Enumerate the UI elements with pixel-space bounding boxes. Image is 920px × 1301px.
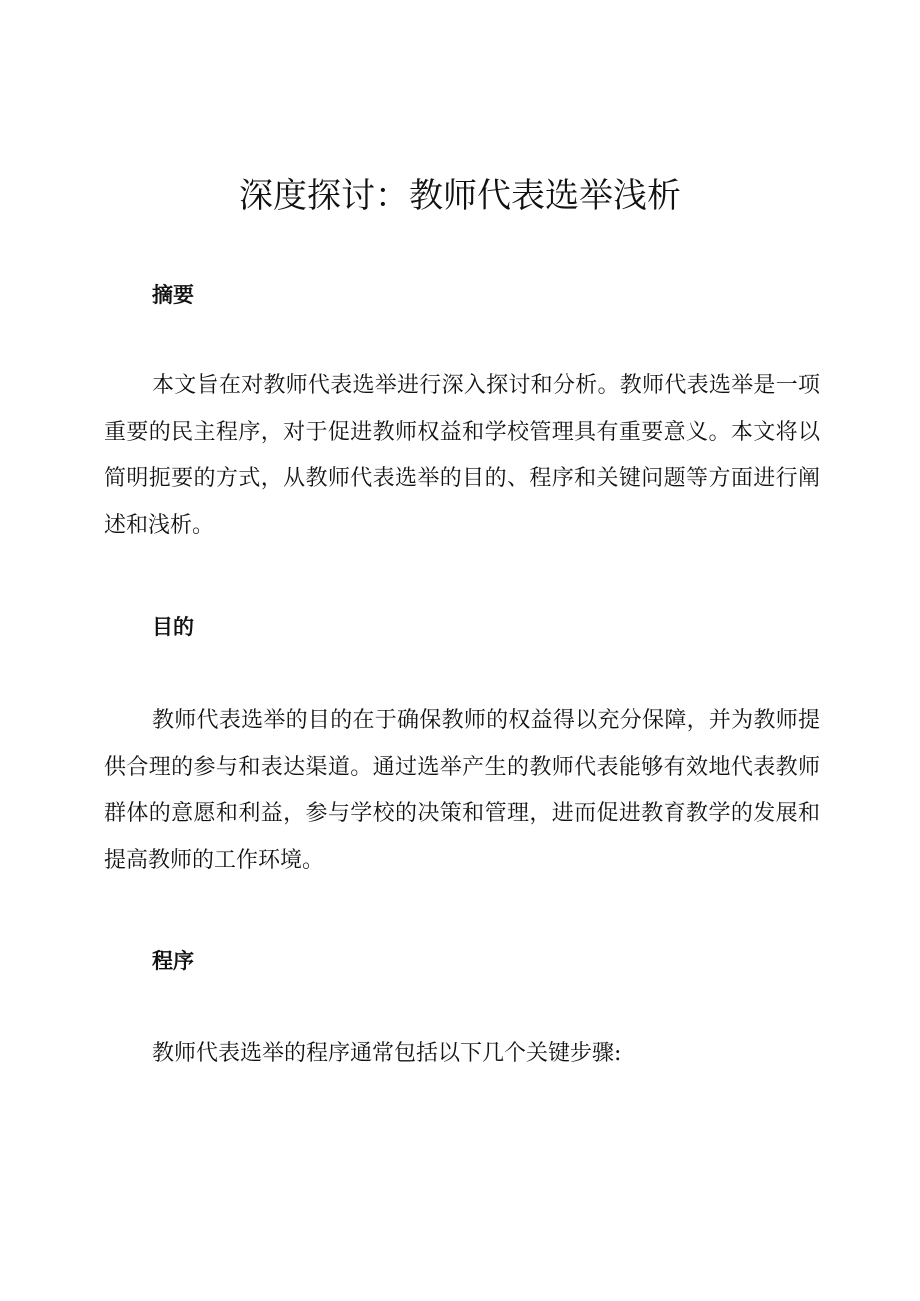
- section-body-procedure: 教师代表选举的程序通常包括以下几个关键步骤:: [152, 1041, 622, 1066]
- section-heading-abstract: 摘要: [152, 283, 194, 307]
- section-heading-purpose: 目的: [152, 615, 194, 639]
- document-title: 深度探讨：教师代表选举浅析: [239, 176, 681, 216]
- section-body-purpose: 教师代表选举的目的在于确保教师的权益得以充分保障，并为教师提供合理的参与和表达渠道。通过选举产生的教师代表能够有效地代表教师群体的意愿和利益，参与学校的决策和管理，进而促进教育教学的发展和提高教师的工作环境。: [104, 708, 820, 873]
- section-heading-procedure: 程序: [152, 949, 194, 973]
- section-body-abstract: 本文旨在对教师代表选举进行深入探讨和分析。教师代表选举是一项重要的民主程序，对于促进教师权益和学校管理具有重要意义。本文将以简明扼要的方式，从教师代表选举的目的、程序和关键问题等方面进行阐述和浅析。: [104, 373, 820, 538]
